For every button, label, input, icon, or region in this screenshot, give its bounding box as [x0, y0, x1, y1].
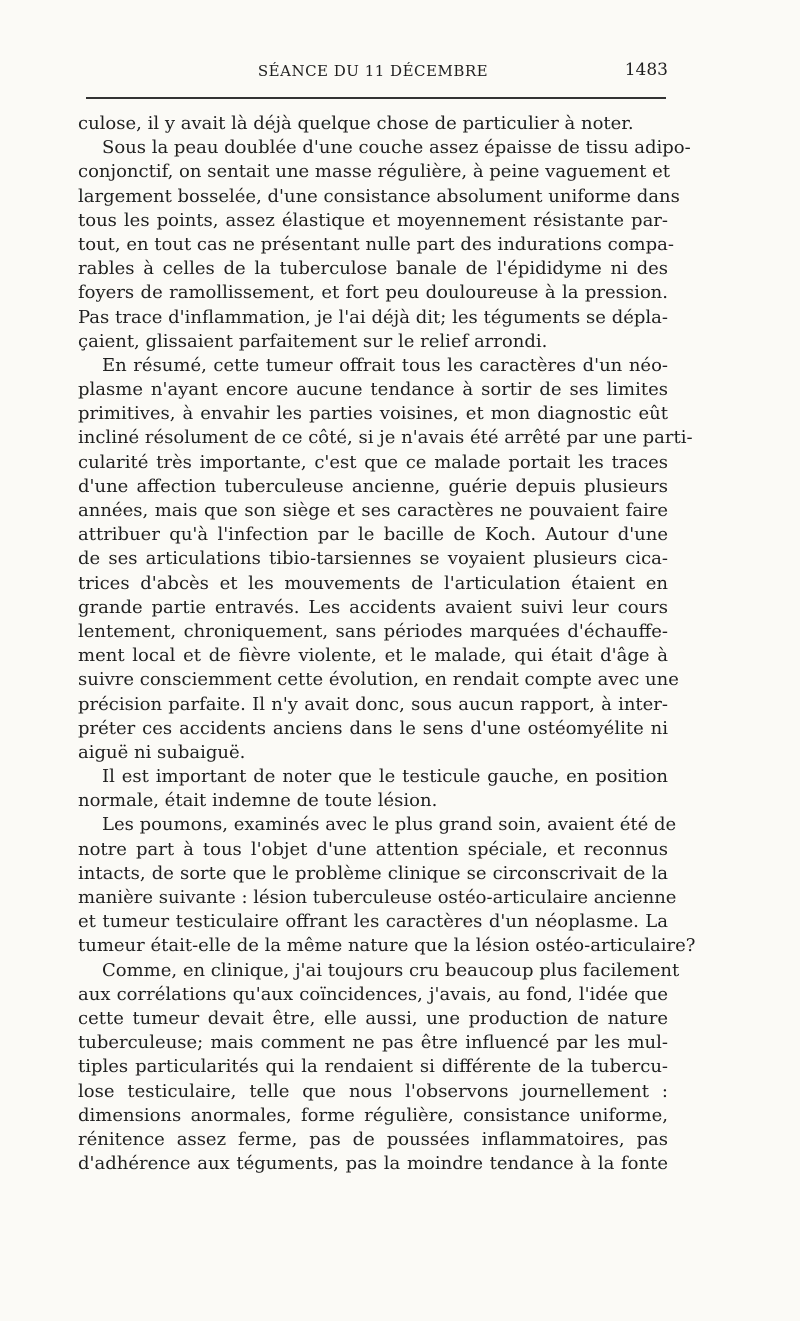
text-line: Pas trace d'inflammation, je l'ai déjà dit; les téguments se dépla- [78, 306, 668, 328]
text-line: trices d'abcès et les mouvements de l'articulation étaient en [78, 572, 668, 594]
text-line: dimensions anormales, forme régulière, consistance uniforme, [78, 1104, 668, 1126]
text-line: aux corrélations qu'aux coïncidences, j'avais, au fond, l'idée que [78, 983, 668, 1005]
text-line: attribuer qu'à l'infection par le bacille de Koch. Autour d'une [78, 524, 668, 546]
header-rule [86, 97, 666, 99]
text-line: incliné résolument de ce côté, si je n'avais été arrêté par une parti- [78, 427, 693, 449]
text-line: manière suivante : lésion tuberculeuse ostéo-articulaire ancienne [78, 887, 677, 908]
text-line: En résumé, cette tumeur offrait tous les caractères d'un néo- [102, 354, 668, 376]
text-line: conjonctif, on sentait une masse régulière, à peine vaguement et [78, 161, 670, 183]
text-line: rables à celles de la tuberculose banale de l'épididyme ni des [78, 258, 668, 280]
text-line: Sous la peau doublée d'une couche assez épaisse de tissu adipo- [102, 137, 691, 159]
text-line: préter ces accidents anciens dans le sens d'une ostéomyélite ni [78, 717, 668, 739]
body-text [78, 112, 696, 1176]
text-line: plasme n'ayant encore aucune tendance à sortir de ses limites [78, 379, 668, 401]
text-line: notre part à tous l'objet d'une attention spéciale, et reconnus [78, 838, 668, 860]
text-line: précision parfaite. Il n'y avait donc, sous aucun rapport, à inter- [78, 693, 668, 715]
text-line: et tumeur testiculaire offrant les caractères d'un néoplasme. La [78, 911, 668, 933]
text-line: tuberculeuse; mais comment ne pas être influencé par les mul- [78, 1032, 668, 1054]
text-line: grande partie entravés. Les accidents avaient suivi leur cours [78, 596, 668, 618]
text-line: tiples particularités qui la rendaient si différente de la tubercu- [78, 1056, 668, 1078]
text-line: d'adhérence aux téguments, pas la moindre tendance à la fonte [78, 1153, 668, 1175]
running-title: SÉANCE DU 11 DÉCEMBRE [257, 62, 489, 80]
text-line: culose, il y avait là déjà quelque chose de particulier à noter. [78, 113, 634, 134]
text-line: années, mais que son siège et ses caractères ne pouvaient faire [78, 500, 668, 521]
text-line: foyers de ramollissement, et fort peu douloureuse à la pression. [78, 282, 668, 304]
text-line: Comme, en clinique, j'ai toujours cru beaucoup plus facilement [102, 959, 680, 981]
running-head [78, 58, 668, 88]
text-line: aiguë ni subaiguë. [78, 741, 246, 763]
text-line: suivre consciemment cette évolution, en rendait compte avec une [78, 669, 679, 691]
text-line: Il est important de noter que le testicule gauche, en position [102, 766, 668, 788]
text-line: tous les points, assez élastique et moyennement résistante par- [78, 209, 668, 231]
text-line: d'une affection tuberculeuse ancienne, guérie depuis plusieurs [78, 475, 668, 497]
text-line: de ses articulations tibio-tarsiennes se voyaient plusieurs cica- [78, 548, 668, 570]
text-line: tumeur était-elle de la même nature que la lésion ostéo-articulaire? [78, 935, 696, 957]
text-line: rénitence assez ferme, pas de poussées inflammatoires, pas [78, 1128, 668, 1150]
text-line: largement bosselée, d'une consistance absolument uniforme dans [78, 185, 680, 207]
text-line: ment local et de fièvre violente, et le malade, qui était d'âge à [78, 645, 668, 667]
text-line: lentement, chroniquement, sans périodes marquées d'échauffe- [78, 620, 668, 642]
text-line: primitives, à envahir les parties voisines, et mon diagnostic eût [78, 403, 668, 425]
text-line: Les poumons, examinés avec le plus grand soin, avaient été de [102, 814, 677, 836]
text-line: normale, était indemne de toute lésion. [78, 790, 438, 812]
page-number: 1483 [624, 60, 668, 80]
text-line: cularité très importante, c'est que ce malade portait les traces [78, 451, 668, 473]
text-line: tout, en tout cas ne présentant nulle part des indurations compa- [78, 233, 674, 255]
text-line: çaient, glissaient parfaitement sur le relief arrondi. [78, 330, 548, 352]
text-line: lose testiculaire, telle que nous l'observons journellement : [78, 1080, 668, 1102]
text-line: cette tumeur devait être, elle aussi, une production de nature [78, 1007, 668, 1029]
text-line: intacts, de sorte que le problème clinique se circonscrivait de la [78, 862, 668, 884]
